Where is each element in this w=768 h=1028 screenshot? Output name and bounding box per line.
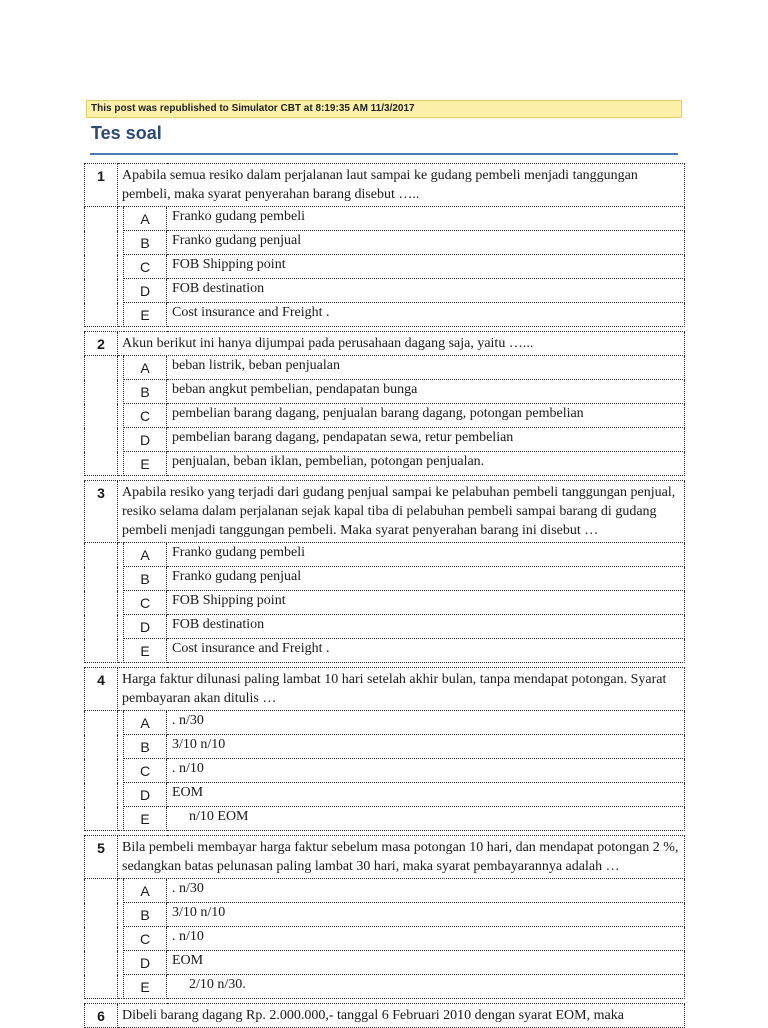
option-letter: C [124, 255, 167, 279]
option-letter: B [124, 735, 167, 759]
option-row[interactable] [85, 735, 685, 759]
question-text: Apabila resiko yang terjadi dari gudang penjual sampai ke pelabuhan pembeli tanggungan penjual, resiko selama dalam perjalanan sejak kapal tiba di pelabuhan pembeli sampai barang di gudang pembeli menjadi tanggungan pembeli. Maka syarat penyerahan barang ini disebut … [118, 481, 685, 543]
question-number: 4 [85, 668, 118, 711]
question-text: Bila pembeli membayar harga faktur sebelum masa potongan 10 hari, dan mendapat potongan 2 %, sedangkan batas pelunasan paling lambat 30 hari, maka syarat pembayarannya adalah … [118, 836, 685, 879]
option-text: FOB Shipping point [167, 591, 685, 615]
option-text: 3/10 n/10 [167, 735, 685, 759]
option-letter: C [124, 759, 167, 783]
option-letter: B [124, 903, 167, 927]
option-text: Franko gudang penjual [167, 567, 685, 591]
option-letter: D [124, 279, 167, 303]
option-text: EOM [167, 783, 685, 807]
option-row[interactable] [85, 255, 685, 279]
option-letter: E [124, 303, 167, 327]
option-letter: C [124, 927, 167, 951]
option-row[interactable] [85, 567, 685, 591]
option-text: FOB destination [167, 615, 685, 639]
question-row [85, 836, 685, 879]
option-row[interactable] [85, 543, 685, 567]
option-text: FOB destination [167, 279, 685, 303]
option-letter: C [124, 404, 167, 428]
question-number: 1 [85, 164, 118, 207]
question-text: Apabila semua resiko dalam perjalanan laut sampai ke gudang pembeli menjadi tanggungan pembeli, maka syarat penyerahan barang disebut ….. [118, 164, 685, 207]
option-text: Franko gudang pembeli [167, 543, 685, 567]
option-letter: D [124, 615, 167, 639]
option-row[interactable] [85, 452, 685, 476]
question-text: Akun berikut ini hanya dijumpai pada perusahaan dagang saja, yaitu …... [118, 332, 685, 356]
option-row[interactable] [85, 783, 685, 807]
option-text: beban angkut pembelian, pendapatan bunga [167, 380, 685, 404]
option-letter: A [124, 879, 167, 903]
option-text: Cost insurance and Freight . [167, 639, 685, 663]
option-letter: B [124, 380, 167, 404]
option-text: Franko gudang penjual [167, 231, 685, 255]
option-letter: C [124, 591, 167, 615]
question-row [85, 164, 685, 207]
option-text: . n/30 [167, 711, 685, 735]
option-row[interactable] [85, 207, 685, 231]
page-title: Tes soal [91, 123, 162, 143]
option-row[interactable] [85, 615, 685, 639]
option-text: Cost insurance and Freight . [167, 303, 685, 327]
option-text: Franko gudang pembeli [167, 207, 685, 231]
option-text: pembelian barang dagang, penjualan barang dagang, potongan pembelian [167, 404, 685, 428]
option-row[interactable] [85, 639, 685, 663]
question-number: 5 [85, 836, 118, 879]
option-row[interactable] [85, 231, 685, 255]
question-text: Dibeli barang dagang Rp. 2.000.000,- tanggal 6 Februari 2010 dengan syarat EOM, maka [118, 1004, 685, 1028]
option-row[interactable] [85, 428, 685, 452]
quiz-table [84, 163, 685, 1028]
question-number: 6 [85, 1004, 118, 1028]
option-text: beban listrik, beban penjualan [167, 356, 685, 380]
option-letter: B [124, 567, 167, 591]
option-letter: E [124, 807, 167, 831]
option-row[interactable] [85, 927, 685, 951]
title-divider [90, 153, 678, 155]
option-row[interactable] [85, 303, 685, 327]
option-row[interactable] [85, 951, 685, 975]
option-text: penjualan, beban iklan, pembelian, potongan penjualan. [167, 452, 685, 476]
option-row[interactable] [85, 975, 685, 999]
question-text: Harga faktur dilunasi paling lambat 10 hari setelah akhir bulan, tanpa mendapat potongan. Syarat pembayaran akan ditulis … [118, 668, 685, 711]
question-number: 3 [85, 481, 118, 543]
question-row [85, 668, 685, 711]
option-row[interactable] [85, 903, 685, 927]
option-text: 2/10 n/30. [167, 975, 685, 999]
republish-banner: This post was republished to Simulator CBT at 8:19:35 AM 11/3/2017 [86, 100, 682, 118]
option-letter: D [124, 951, 167, 975]
option-row[interactable] [85, 879, 685, 903]
option-row[interactable] [85, 380, 685, 404]
option-letter: A [124, 207, 167, 231]
option-text: 3/10 n/10 [167, 903, 685, 927]
option-letter: A [124, 356, 167, 380]
question-row [85, 332, 685, 356]
option-letter: A [124, 543, 167, 567]
option-letter: D [124, 783, 167, 807]
option-letter: E [124, 639, 167, 663]
option-text: FOB Shipping point [167, 255, 685, 279]
option-letter: A [124, 711, 167, 735]
option-text: . n/10 [167, 927, 685, 951]
option-row[interactable] [85, 591, 685, 615]
option-row[interactable] [85, 807, 685, 831]
option-text: pembelian barang dagang, pendapatan sewa, retur pembelian [167, 428, 685, 452]
option-letter: E [124, 452, 167, 476]
option-row[interactable] [85, 759, 685, 783]
option-text: . n/10 [167, 759, 685, 783]
option-text: . n/30 [167, 879, 685, 903]
question-row [85, 481, 685, 543]
option-letter: E [124, 975, 167, 999]
question-number: 2 [85, 332, 118, 356]
option-text: EOM [167, 951, 685, 975]
option-letter: D [124, 428, 167, 452]
option-text: n/10 EOM [167, 807, 685, 831]
option-row[interactable] [85, 356, 685, 380]
option-letter: B [124, 231, 167, 255]
option-row[interactable] [85, 279, 685, 303]
option-row[interactable] [85, 711, 685, 735]
option-row[interactable] [85, 404, 685, 428]
